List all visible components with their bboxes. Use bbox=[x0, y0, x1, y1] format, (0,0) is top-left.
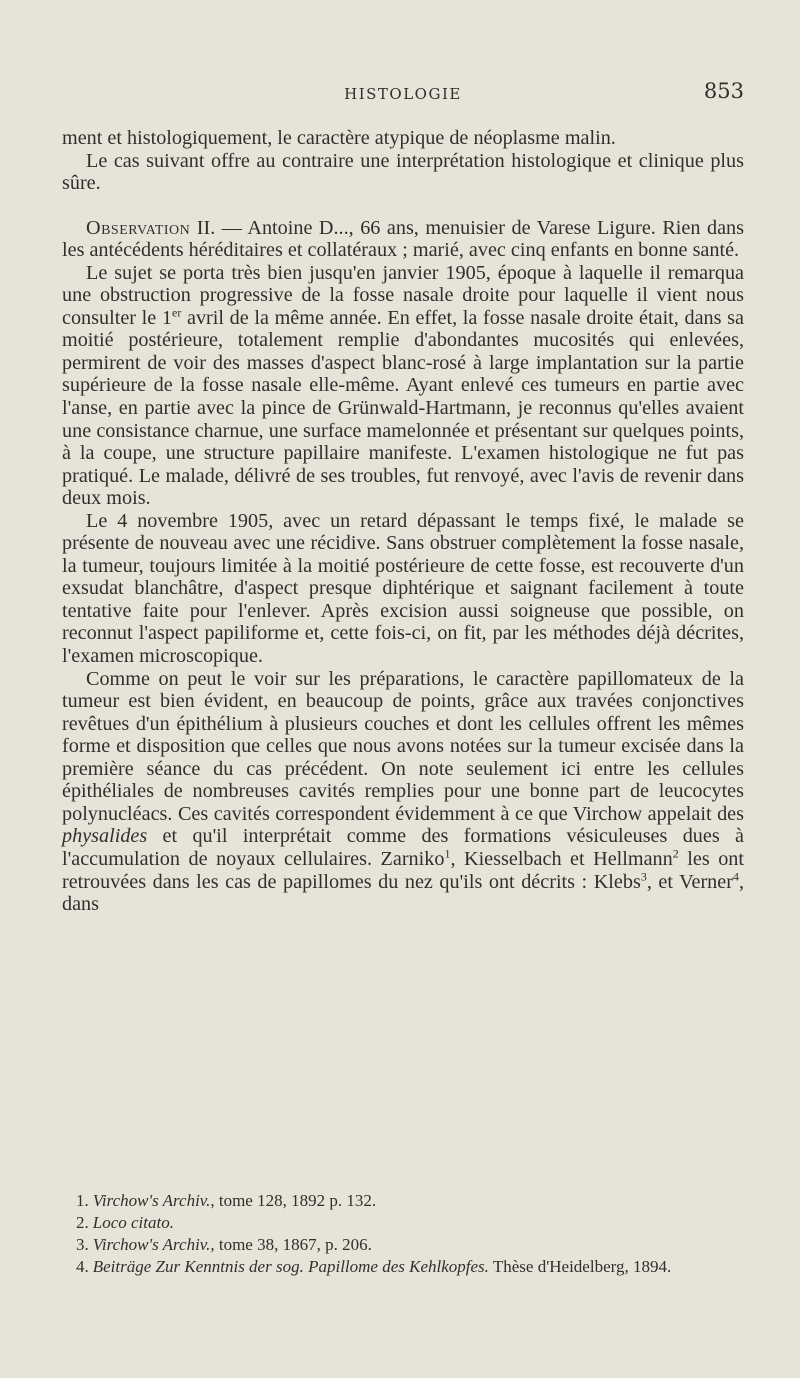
footnote-source: Beiträge Zur Kenntnis der sog. Papillome des Kehlkopfes. bbox=[92, 1257, 489, 1276]
footnote-detail: , tome 128, 1892 p. 132. bbox=[210, 1191, 377, 1210]
physalides-term: physalides bbox=[62, 825, 148, 848]
footnote-detail: Thèse d'Heidelberg, 1894. bbox=[488, 1257, 672, 1276]
paragraph-observation bbox=[62, 217, 744, 262]
footnote-number: 1. bbox=[76, 1191, 89, 1210]
page-number: 853 bbox=[703, 79, 744, 103]
footnote-source: Virchow's Archiv. bbox=[92, 1235, 211, 1254]
history-text-a: Le sujet se porta très bien jusqu'en janvier 1905, époque à laquelle il remarqua une obstruction progressive de la fosse nasale droite pour laquelle il vient nous consulter le 1 bbox=[62, 261, 744, 329]
paragraph-recurrence: Le 4 novembre 1905, avec un retard dépassant le temps fixé, le malade se présente de nouveau avec une récidive. Sans obstruer complètement la fosse nasale, la tumeur, toujours limitée à la moitié postérieure de cette fosse, est recouverte d'un exsudat blanchâtre, d'aspect presque diphtérique et saignant facilement à toute tentative faite pour l'enlever. Après excision aussi soigneuse que possible, on reconnut l'aspect papiliforme et, cette fois-ci, on fit, par les méthodes déjà décrites, l'examen microscopique. bbox=[62, 509, 744, 668]
histology-text-e: , et Verner bbox=[646, 870, 733, 893]
footnote-ref-4: 4 bbox=[732, 868, 739, 883]
footnote bbox=[62, 1190, 744, 1212]
history-text-b: avril de la même année. En effet, la fosse nasale droite était, dans sa moitié postérieure, totalement remplie d'abondantes mucosités qui enlevées, permirent de voir des masses d'aspect blanc-rosé à large implantation sur la partie supérieure de la fosse nasale elle-même. Ayant enlevé ces tumeurs en partie avec l'anse, en partie avec la pince de Grünwald-Hartmann, je reconnus qu'elles avaient une consistance charnue, une surface mamelonnée et présentant sur quelques points, à la coupe, une structure papillaire manifeste. L'examen histologique ne fut pas pratiqué. Le malade, délivré de ses troubles, fut renvoyé, avec l'avis de revenir dans deux mois. bbox=[62, 306, 744, 510]
footnote-source: Virchow's Archiv. bbox=[92, 1191, 211, 1210]
footnote bbox=[62, 1256, 744, 1278]
footnote bbox=[62, 1234, 744, 1256]
paragraph-continued: ment et histologiquement, le caractère atypique de néoplasme malin. bbox=[62, 127, 616, 149]
histology-text-d: les ont retrouvées dans les cas de papillomes du nez qu'ils ont décrits : Klebs bbox=[62, 847, 744, 893]
footnote-ref-2: 2 bbox=[672, 846, 679, 861]
body-text bbox=[62, 127, 744, 916]
histology-text-a: Comme on peut le voir sur les préparations, le caractère papillomateux de la tumeur est bien évident, en beaucoup de points, grâce aux travées conjonctives revêtues d'un épithélium à plusieurs couches et dont les cellules offrent les mêmes forme et disposition que celles que nous avons notées sur la tumeur excisée dans la première séance du cas précédent. On note seulement ici entre les cellules épithéliales de nombreuses cavités remplies pour une bonne part de leucocytes polynucléacs. Ces cavités correspondent évidemment à ce que Virchow appelait des bbox=[62, 667, 744, 825]
observation-text: II. — Antoine D..., 66 ans, menuisier de Varese Ligure. Rien dans les antécédents héréditaires et collatéraux ; marié, avec cinq enfants en bonne santé. bbox=[62, 216, 744, 262]
histology-text-f: , dans bbox=[62, 870, 744, 916]
running-title: HISTOLOGIE bbox=[344, 85, 462, 103]
footnote-ref-1: 1 bbox=[444, 846, 451, 861]
histology-text-c: , Kiesselbach et Hellmann bbox=[450, 847, 673, 870]
superscript-er: er bbox=[172, 305, 182, 320]
footnote-source: Loco citato. bbox=[92, 1213, 174, 1232]
footnote-detail: , tome 38, 1867, p. 206. bbox=[210, 1235, 372, 1254]
footnote-number: 4. bbox=[76, 1257, 89, 1276]
running-header bbox=[62, 79, 744, 107]
footnote bbox=[62, 1212, 744, 1234]
paragraph-history bbox=[62, 262, 744, 510]
histology-text-b: et qu'il interprétait comme des formations vésiculeuses dues à l'accumulation de noyaux cellulaires. Zarniko bbox=[62, 825, 744, 870]
footnote-number: 3. bbox=[76, 1235, 89, 1254]
footnote-ref-3: 3 bbox=[640, 868, 647, 883]
paragraph-intro: Le cas suivant offre au contraire une interprétation histologique et clinique plus sûre. bbox=[62, 149, 744, 195]
footnote-number: 2. bbox=[76, 1213, 89, 1232]
paragraph-histology bbox=[62, 668, 744, 916]
observation-label: Observation bbox=[86, 216, 191, 239]
footnotes bbox=[62, 1190, 744, 1278]
